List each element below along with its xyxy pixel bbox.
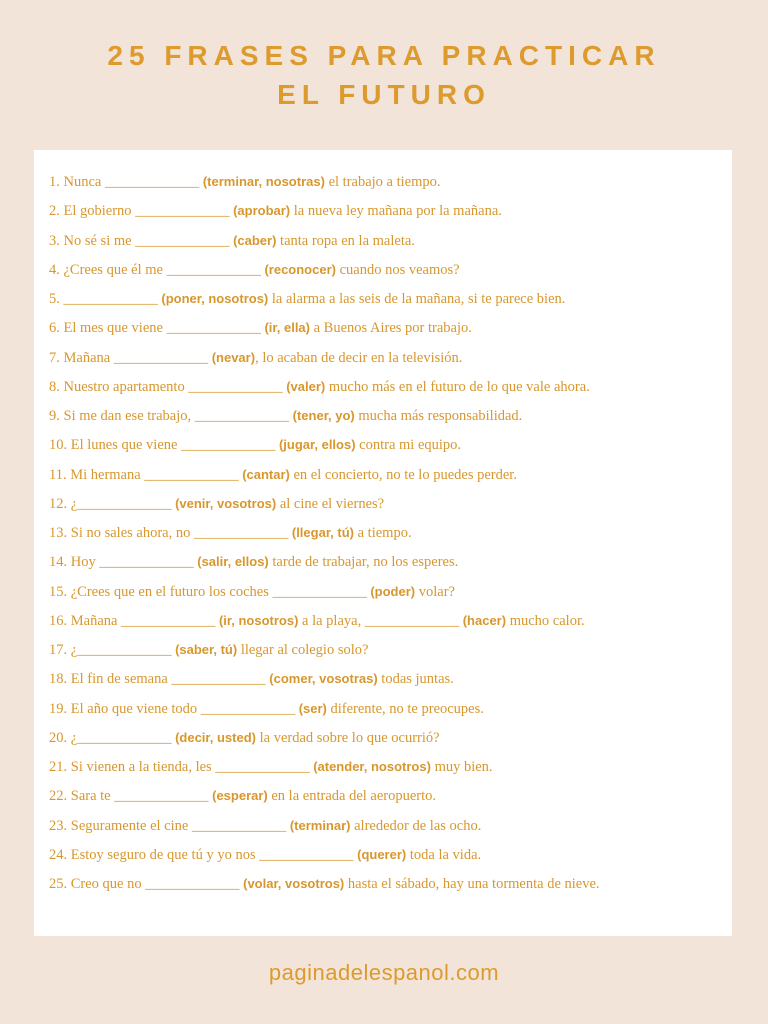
blank-line: _____________ <box>144 466 239 483</box>
sentence-number: 9. <box>49 408 60 424</box>
sentence-number: 16. <box>49 612 68 629</box>
blank-line: _____________ <box>166 320 261 337</box>
verb-hint: (cantar) <box>242 466 290 482</box>
sentence-item <box>49 727 600 756</box>
verb-hint: (poner, nosotros) <box>161 291 269 306</box>
verb-hint: (llegar, tú) <box>291 525 354 540</box>
sentence-item <box>49 844 600 873</box>
blank-line: _____________ <box>364 612 460 629</box>
sentence-item <box>49 581 600 610</box>
sentence-text: llegar al colegio solo? <box>237 642 369 658</box>
footer-site: paginadelespanol.com <box>268 960 500 985</box>
verb-hint: (querer) <box>357 846 407 862</box>
sentence-number: 21. <box>49 759 68 775</box>
sentence-number: 8. <box>49 378 60 395</box>
sentence-number: 7. <box>49 349 60 366</box>
sentence-text: en el concierto, no te lo puedes perder. <box>289 466 517 483</box>
sentence-text: contra mi equipo. <box>355 437 462 454</box>
sentence-item <box>49 668 600 697</box>
sentence-text: Nuestro apartamento <box>59 378 189 395</box>
sentence-number: 25. <box>49 876 68 892</box>
sentence-text: a la playa, <box>298 612 365 629</box>
sentence-text: Si me dan ese trabajo, <box>59 408 195 424</box>
sentence-number: 18. <box>49 671 68 688</box>
blank-line: _____________ <box>193 525 289 541</box>
blank-line: _____________ <box>259 846 354 863</box>
verb-hint: (ser) <box>298 700 327 716</box>
sentence-number: 4. <box>49 261 60 278</box>
blank-line: _____________ <box>121 612 216 629</box>
verb-hint: (terminar, nosotras) <box>202 174 325 189</box>
verb-hint: (venir, vosotros) <box>175 495 277 511</box>
verb-hint: (terminar) <box>289 817 351 833</box>
sentence-text: al cine el viernes? <box>276 495 385 512</box>
sentence-item <box>49 376 600 405</box>
sentence-number: 10. <box>49 437 68 454</box>
blank-line: _____________ <box>63 291 158 307</box>
sentence-text: la nueva ley mañana por la mañana. <box>290 203 502 220</box>
sentence-number: 13. <box>49 525 68 541</box>
blank-line: _____________ <box>77 495 172 512</box>
verb-hint: (comer, vosotras) <box>269 671 378 687</box>
blank-line: _____________ <box>77 642 172 658</box>
exercise-card <box>34 150 732 936</box>
verb-hint: (ir, nosotros) <box>218 612 299 628</box>
verb-hint: (esperar) <box>212 788 268 804</box>
sentence-text: tarde de trabajar, no los esperes. <box>268 554 459 571</box>
sentence-text: El lunes que viene <box>67 437 182 454</box>
sentence-text: El año que viene todo <box>67 700 201 717</box>
verb-hint: (reconocer) <box>264 261 336 277</box>
sentence-text: mucha más responsabilidad. <box>354 408 523 424</box>
sentence-number: 14. <box>49 554 68 571</box>
sentence-text: cuando nos veamos? <box>335 261 460 278</box>
sentence-item <box>49 200 600 229</box>
verb-hint: (atender, nosotros) <box>313 759 431 774</box>
sentence-text: la alarma a las seis de la mañana, si te parece bien. <box>268 291 566 307</box>
sentence-number: 1. <box>49 174 60 190</box>
sentence-text: diferente, no te preocupes. <box>326 700 484 717</box>
blank-line: _____________ <box>188 378 283 395</box>
blank-line: _____________ <box>215 759 310 775</box>
sentence-item <box>49 698 600 727</box>
sentence-text: ¿ <box>67 642 78 658</box>
sentence-text: todas juntas. <box>377 671 454 688</box>
sentence-text: Si no sales ahora, no <box>67 525 194 541</box>
sentence-item <box>49 785 600 814</box>
verb-hint: (aprobar) <box>233 203 291 219</box>
sentence-text: Seguramente el cine <box>67 817 192 834</box>
verb-hint: (hacer) <box>462 612 507 628</box>
sentence-item <box>49 288 600 317</box>
blank-line: _____________ <box>114 788 209 805</box>
sentence-item <box>49 230 600 259</box>
sentence-item <box>49 610 600 639</box>
sentence-text: muy bien. <box>430 759 493 775</box>
sentence-text: Mañana <box>67 612 122 629</box>
sentence-number: 2. <box>49 203 60 220</box>
sentence-number: 12. <box>49 495 68 512</box>
blank-line: _____________ <box>181 437 276 454</box>
sentence-number: 15. <box>49 583 68 600</box>
sentence-number: 24. <box>49 846 68 863</box>
sentence-text: ¿ <box>67 729 78 746</box>
sentence-text: mucho más en el futuro de lo que vale ahora. <box>325 378 590 395</box>
sentence-item <box>49 405 600 434</box>
sentence-item <box>49 259 600 288</box>
sentence-text: Hoy <box>67 554 100 571</box>
sentence-number: 19. <box>49 700 68 717</box>
blank-line: _____________ <box>272 583 367 600</box>
blank-line: _____________ <box>135 232 230 249</box>
sentence-number: 3. <box>49 232 60 249</box>
sentence-text: el trabajo a tiempo. <box>324 174 441 190</box>
sentence-number: 17. <box>49 642 68 658</box>
sentence-number: 20. <box>49 729 68 746</box>
sentence-number: 22. <box>49 788 68 805</box>
sentence-text: Nunca <box>59 174 105 190</box>
sentence-item <box>49 815 600 844</box>
sentence-text: hasta el sábado, hay una tormenta de nieve. <box>344 876 600 892</box>
verb-hint: (poder) <box>370 583 416 599</box>
sentence-text: Mi hermana <box>66 466 145 483</box>
blank-line: _____________ <box>113 349 209 366</box>
verb-hint: (caber) <box>233 232 277 248</box>
sentence-item <box>49 347 600 376</box>
sentence-text: No sé si me <box>59 232 136 249</box>
sentence-text: Mañana <box>59 349 114 366</box>
sentence-text: toda la vida. <box>406 846 482 863</box>
blank-line: _____________ <box>194 408 290 424</box>
verb-hint: (volar, vosotros) <box>243 876 345 891</box>
sentence-text: alrededor de las ocho. <box>350 817 482 834</box>
verb-hint: (saber, tú) <box>175 642 238 657</box>
sentence-text: a tiempo. <box>353 525 412 541</box>
sentence-text: la verdad sobre lo que ocurrió? <box>255 729 440 746</box>
sentence-item <box>49 493 600 522</box>
sentence-text: Estoy seguro de que tú y yo nos <box>67 846 260 863</box>
sentence-text: ¿ <box>67 495 78 512</box>
blank-line: _____________ <box>191 817 287 834</box>
sentence-item <box>49 464 600 493</box>
sentence-text: El gobierno <box>59 203 136 220</box>
page-title <box>0 36 768 114</box>
sentence-item <box>49 756 600 785</box>
blank-line: _____________ <box>200 700 296 717</box>
sentence-list <box>49 171 600 902</box>
sentence-text: Sara te <box>67 788 115 805</box>
sentence-text: tanta ropa en la maleta. <box>276 232 415 249</box>
blank-line: _____________ <box>99 554 194 571</box>
title-line-2: EL FUTURO <box>277 79 491 110</box>
sentence-text: en la entrada del aeropuerto. <box>267 788 437 805</box>
sentence-item <box>49 551 600 580</box>
sentence-item <box>49 171 600 200</box>
verb-hint: (nevar) <box>211 349 256 365</box>
sentence-number: 11. <box>49 466 67 483</box>
sentence-text: Creo que no <box>67 876 146 892</box>
verb-hint: (salir, ellos) <box>197 554 269 570</box>
sentence-text: ¿Crees que él me <box>59 261 167 278</box>
sentence-text: a Buenos Aires por trabajo. <box>310 320 472 337</box>
verb-hint: (valer) <box>286 378 326 394</box>
blank-line: _____________ <box>171 671 266 688</box>
verb-hint: (ir, ella) <box>264 320 310 336</box>
blank-line: _____________ <box>166 261 261 278</box>
sentence-item <box>49 522 600 551</box>
verb-hint: (jugar, ellos) <box>278 437 356 453</box>
sentence-number: 6. <box>49 320 60 337</box>
sentence-text: volar? <box>415 583 455 600</box>
blank-line: _____________ <box>104 174 200 190</box>
title-line-1: 25 FRASES PARA PRACTICAR <box>107 40 661 71</box>
sentence-text: Si vienen a la tienda, les <box>67 759 216 775</box>
sentence-text: ¿Crees que en el futuro los coches <box>67 583 273 600</box>
sentence-text: El mes que viene <box>59 320 167 337</box>
verb-hint: (decir, usted) <box>175 729 256 745</box>
sentence-text: El fin de semana <box>67 671 172 688</box>
blank-line: _____________ <box>145 876 240 892</box>
sentence-item <box>49 873 600 902</box>
sentence-text: , lo acaban de decir en la televisión. <box>255 349 463 366</box>
sentence-item <box>49 317 600 346</box>
blank-line: _____________ <box>135 203 230 220</box>
blank-line: _____________ <box>77 729 172 746</box>
sentence-number: 23. <box>49 817 68 834</box>
sentence-text: mucho calor. <box>506 612 585 629</box>
verb-hint: (tener, yo) <box>292 408 355 423</box>
sentence-item <box>49 639 600 668</box>
sentence-item <box>49 434 600 463</box>
sentence-number: 5. <box>49 291 60 307</box>
